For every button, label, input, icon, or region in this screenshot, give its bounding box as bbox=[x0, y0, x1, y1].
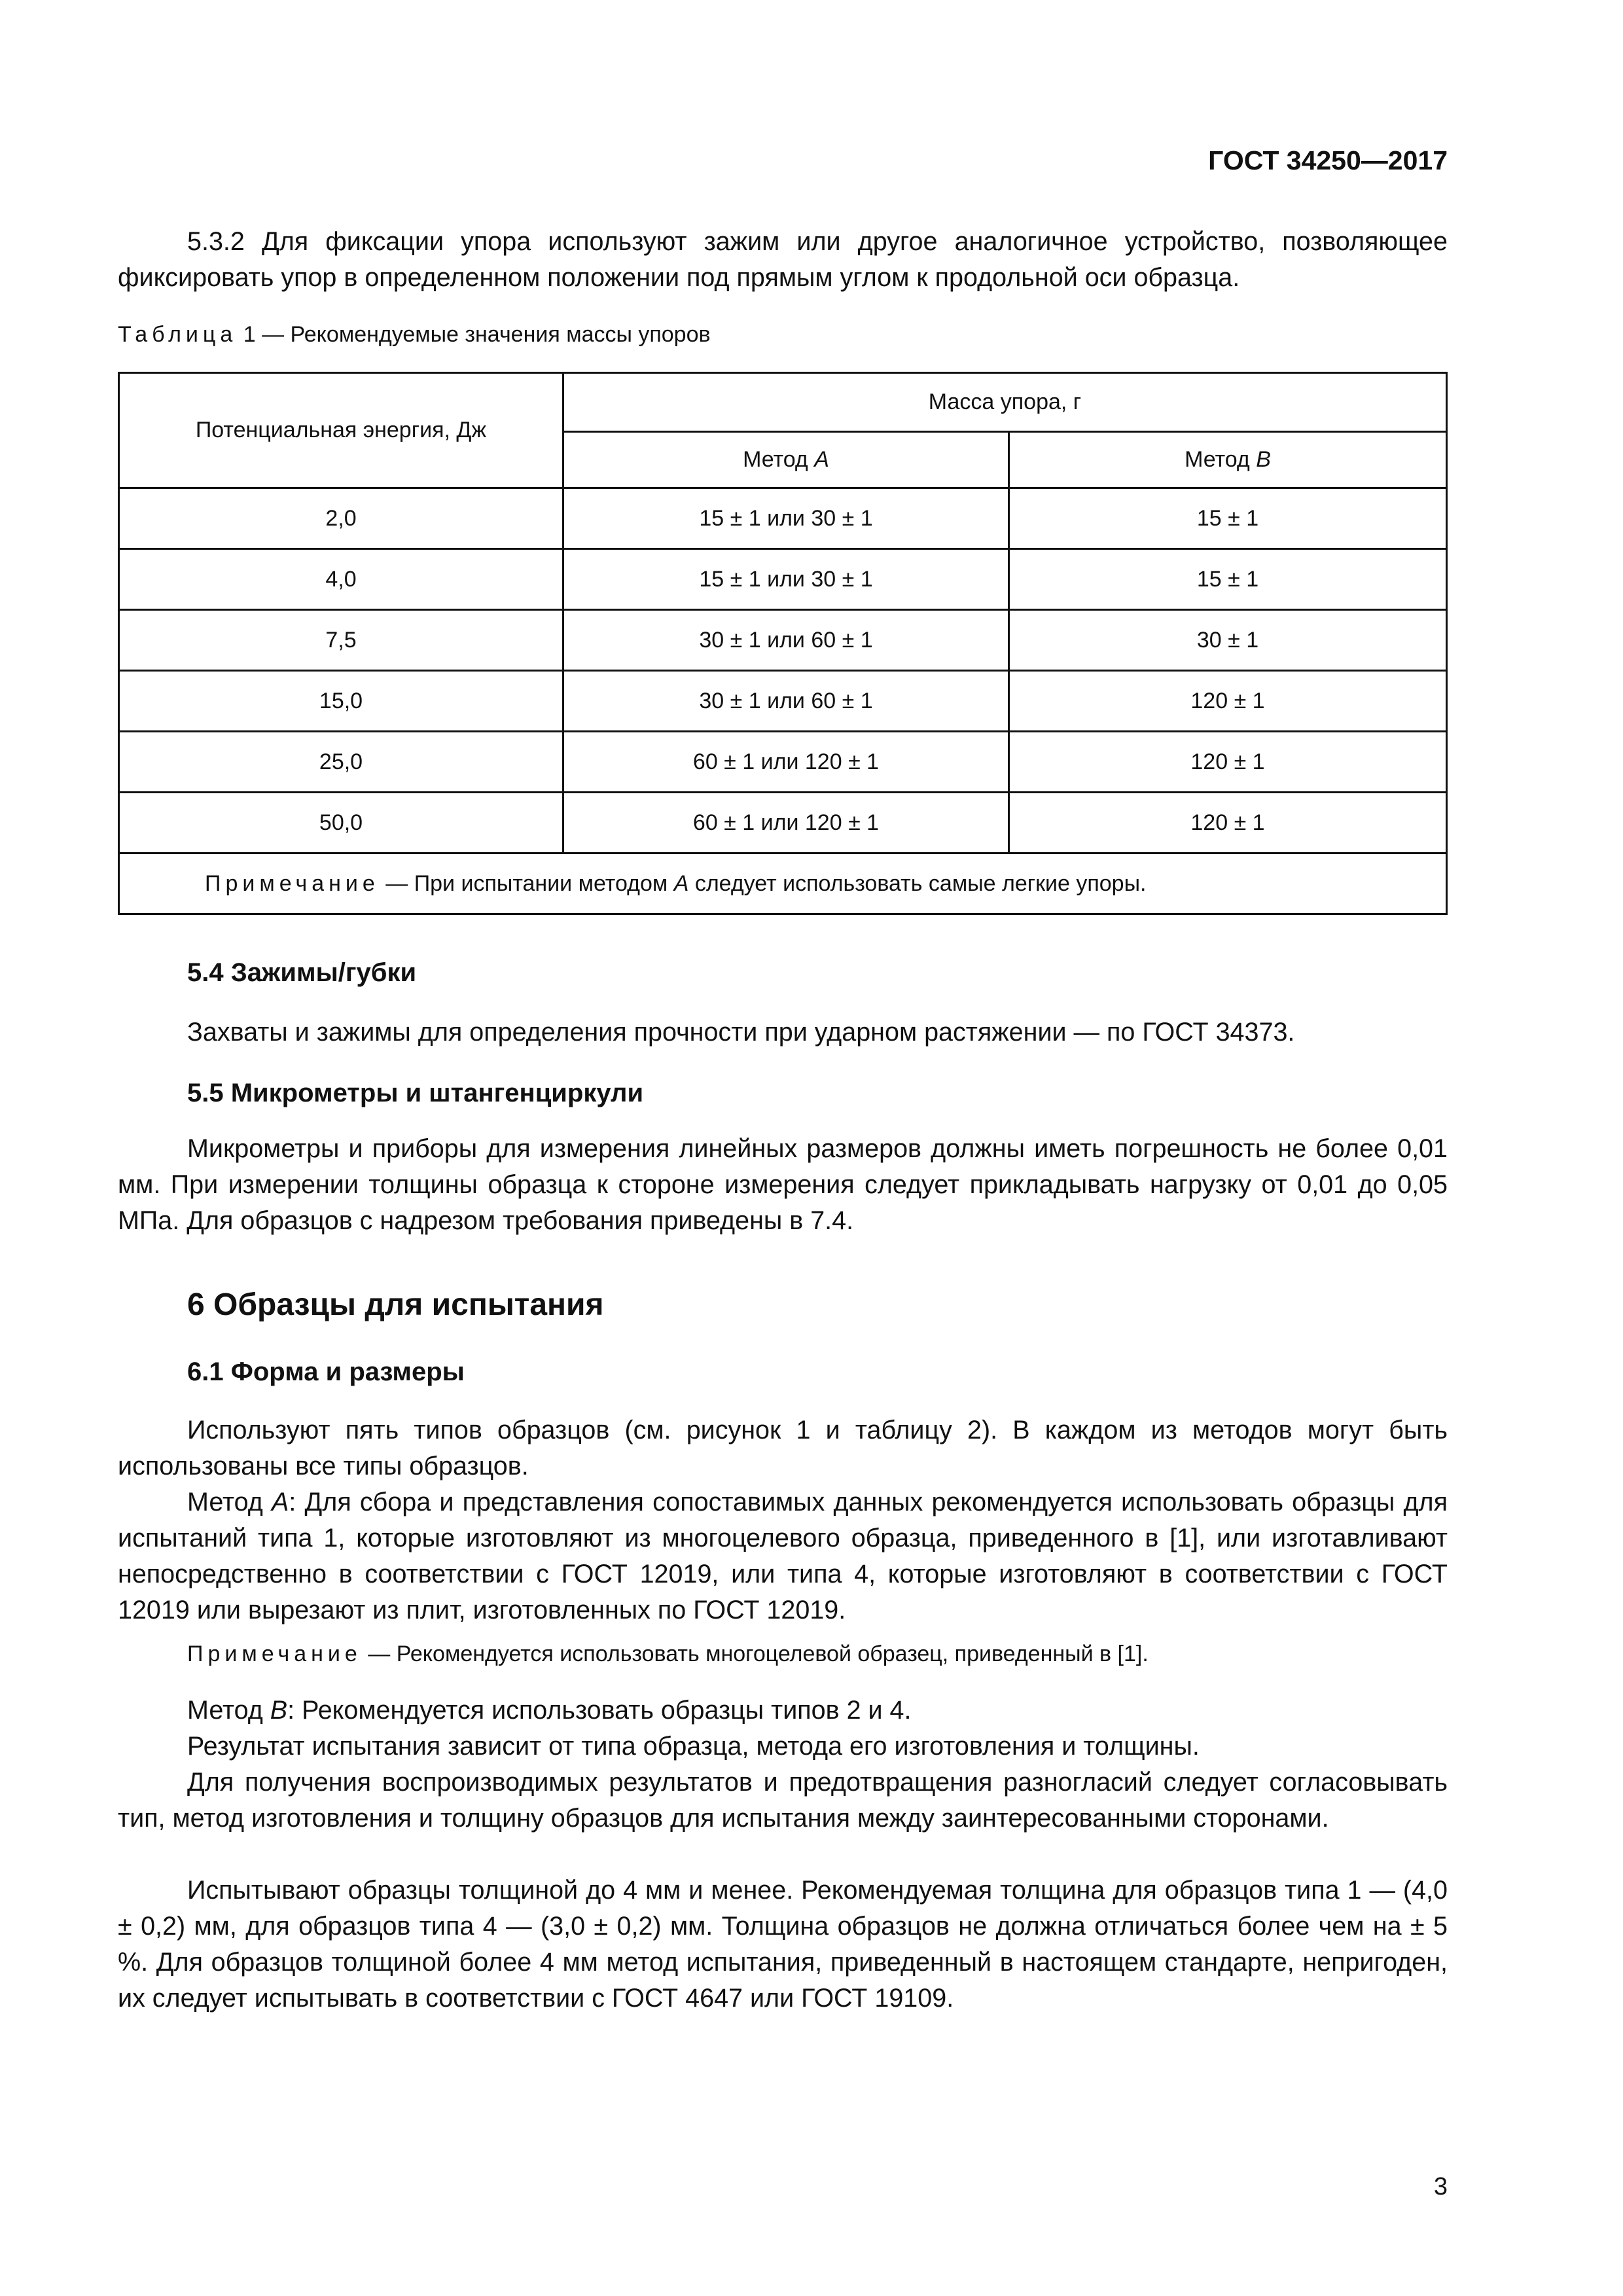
cell-energy: 50,0 bbox=[119, 793, 563, 853]
cell-method-b: 15 ± 1 bbox=[1009, 488, 1447, 549]
table-caption-text: 1 — Рекомендуемые значения массы упоров bbox=[237, 322, 711, 347]
mass-table bbox=[118, 372, 1448, 915]
cell-method-b: 120 ± 1 bbox=[1009, 732, 1447, 793]
cell-method-a: 60 ± 1 или 120 ± 1 bbox=[563, 732, 1009, 793]
cell-method-a: 30 ± 1 или 60 ± 1 bbox=[563, 671, 1009, 732]
cell-energy: 7,5 bbox=[119, 610, 563, 671]
paragraph-thickness: Испытывают образцы толщиной до 4 мм и менее. Рекомендуемая толщина для образцов типа 1 — (4,0 ± 0,2) мм, для образцов типа 4 — (3,0 ± 0,2) мм. Толщина образцов не должна отличаться более чем на ± 5 %. Для образцов толщиной более 4 мм метод испытания, приведенный в настоящем стандарте, непригоден, их следует испытывать в соответствии с ГОСТ 4647 или ГОСТ 19109. bbox=[118, 1876, 1448, 2013]
table-row bbox=[119, 549, 1447, 610]
cell-method-b: 15 ± 1 bbox=[1009, 549, 1447, 610]
cell-method-a: 60 ± 1 или 120 ± 1 bbox=[563, 793, 1009, 853]
table-note: Примечание — При испытании методом A следует использовать самые легкие упоры. bbox=[119, 853, 1447, 914]
cell-method-a: 15 ± 1 или 30 ± 1 bbox=[563, 488, 1009, 549]
paragraph-result: Результат испытания зависит от типа образца, метода его изготовления и толщины. bbox=[187, 1732, 1200, 1761]
table-row bbox=[119, 732, 1447, 793]
note-6-1: Примечание — Рекомендуется использовать многоцелевой образец, приведенный в [1]. bbox=[187, 1641, 1149, 1666]
cell-method-b: 120 ± 1 bbox=[1009, 793, 1447, 853]
paragraph-5-3-2: 5.3.2 Для фиксации упора используют зажим или другое аналогичное устройство, позволяющее фиксировать упор в определенном положении под прямым углом к продольной оси образца. bbox=[118, 227, 1448, 292]
cell-energy: 25,0 bbox=[119, 732, 563, 793]
paragraph-method-a: Метод A: Для сбора и представления сопоставимых данных рекомендуется использовать образцы для испытаний типа 1, которые изготовляют из многоцелевого образца, приведенного в [1], или изготавливают непосредственно в соответствии с ГОСТ 12019, или типа 4, которые изготовляют в соответствии с ГОСТ 12019 или вырезают из плит, изготовленных по ГОСТ 12019. bbox=[118, 1488, 1448, 1624]
cell-energy: 2,0 bbox=[119, 488, 563, 549]
paragraph-reproducibility: Для получения воспроизводимых результатов и предотвращения разногласий следует согласовывать тип, метод изготовления и толщину образцов для испытания между заинтересованными сторонами. bbox=[118, 1768, 1448, 1833]
header-mass: Масса упора, г bbox=[563, 373, 1447, 432]
cell-energy: 4,0 bbox=[119, 549, 563, 610]
header-energy: Потенциальная энергия, Дж bbox=[119, 373, 563, 488]
paragraph-5-5: Микрометры и приборы для измерения линейных размеров должны иметь погрешность не более 0,01 мм. При измерении толщины образца к стороне измерения следует прикладывать нагрузку от 0,01 до 0,05 МПа. Для образцов с надрезом требования приведены в 7.4. bbox=[118, 1134, 1448, 1235]
heading-6-1: 6.1 Форма и размеры bbox=[187, 1357, 465, 1386]
table-row bbox=[119, 671, 1447, 732]
table-row bbox=[119, 793, 1447, 853]
cell-method-a: 30 ± 1 или 60 ± 1 bbox=[563, 610, 1009, 671]
table-row bbox=[119, 488, 1447, 549]
heading-5-5: 5.5 Микрометры и штангенциркули bbox=[187, 1079, 644, 1107]
cell-method-a: 15 ± 1 или 30 ± 1 bbox=[563, 549, 1009, 610]
header-method-b: Метод B bbox=[1009, 432, 1447, 488]
cell-energy: 15,0 bbox=[119, 671, 563, 732]
document-id-header: ГОСТ 34250—2017 bbox=[1208, 145, 1448, 175]
heading-6: 6 Образцы для испытания bbox=[187, 1287, 604, 1322]
paragraph-5-4: Захваты и зажимы для определения прочности при ударном растяжении — по ГОСТ 34373. bbox=[187, 1018, 1295, 1047]
page-number: 3 bbox=[1433, 2173, 1448, 2200]
header-method-a: Метод A bbox=[563, 432, 1009, 488]
cell-method-b: 30 ± 1 bbox=[1009, 610, 1447, 671]
table-caption-label: Таблица bbox=[118, 322, 238, 347]
paragraph-6-1-1: Используют пять типов образцов (см. рисунок 1 и таблицу 2). В каждом из методов могут быть использованы все типы образцов. bbox=[118, 1416, 1448, 1480]
paragraph-method-b: Метод B: Рекомендуется использовать образцы типов 2 и 4. bbox=[187, 1696, 912, 1725]
table-caption bbox=[118, 322, 711, 348]
heading-5-4: 5.4 Зажимы/губки bbox=[187, 958, 417, 987]
table-row bbox=[119, 610, 1447, 671]
cell-method-b: 120 ± 1 bbox=[1009, 671, 1447, 732]
